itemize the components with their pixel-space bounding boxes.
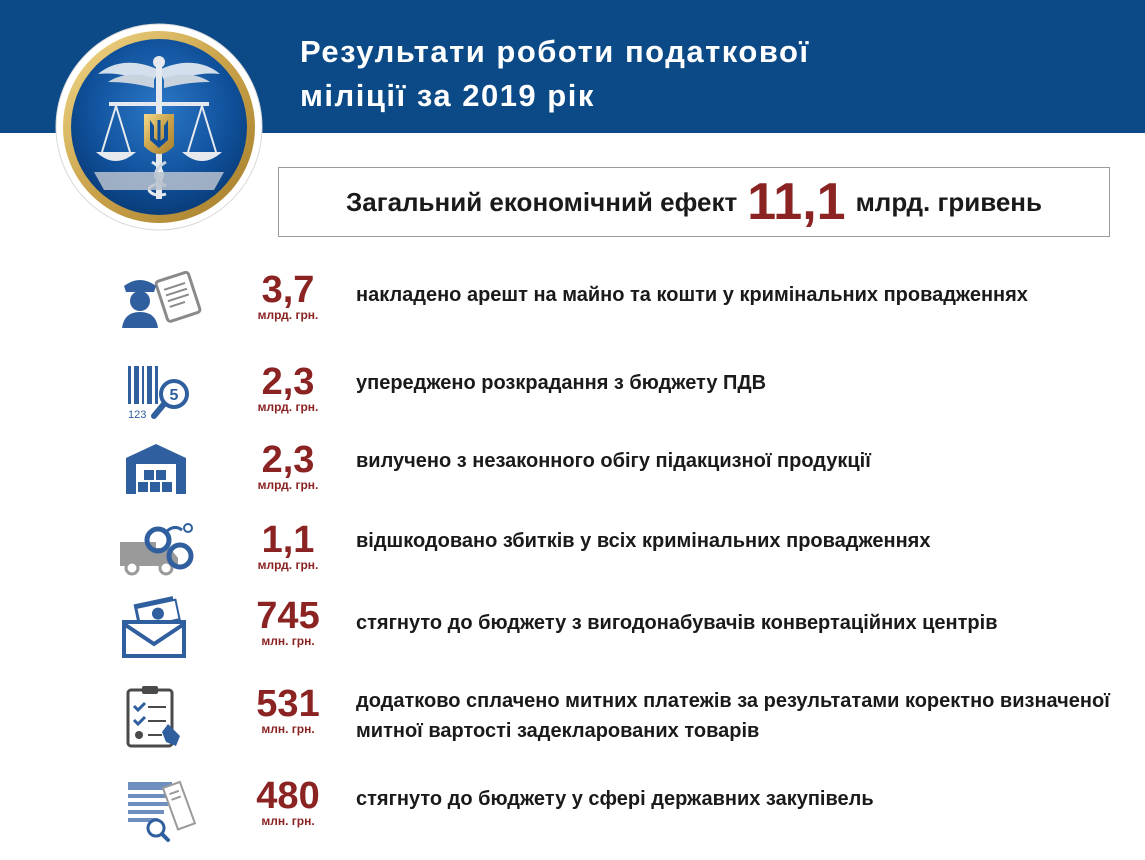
result-row [0,362,1145,442]
result-value [238,362,338,414]
result-row [0,270,1145,350]
result-row [0,440,1145,520]
result-unit: млн. грн. [261,814,315,828]
result-description: упереджено розкрадання з бюджету ПДВ [356,372,767,394]
title-line-2: міліції за 2019 рік [300,78,595,113]
result-number: 2,3 [261,361,315,403]
result-unit: млрд. грн. [257,478,319,492]
warehouse-icon [110,440,202,510]
result-number: 3,7 [261,269,315,311]
result-unit: млрд. грн. [257,558,319,572]
total-suffix: млрд. гривень [855,186,1042,217]
svg-text:123: 123 [128,409,147,421]
result-row [0,776,1145,856]
result-unit: млрд. грн. [257,400,319,414]
documents-magnifier-icon [110,776,202,846]
title-line-1: Результати роботи податкової [300,34,810,69]
result-value [238,776,338,828]
tax-police-emblem-icon [54,22,264,232]
envelope-money-icon [110,596,202,666]
result-number: 531 [256,683,320,725]
result-value [238,596,338,648]
truck-handcuffs-icon [110,520,202,590]
result-row [0,520,1145,600]
total-prefix: Загальний економічний ефект [346,186,738,217]
checklist-clipboard-icon [110,684,202,754]
result-number: 2,3 [261,439,315,481]
total-effect-box [278,167,1110,237]
result-unit: млрд. грн. [257,308,319,322]
result-row [0,684,1145,764]
result-value [238,440,338,492]
result-description: вилучено з незаконного обігу підакцизної продукції [356,450,871,472]
result-value [238,270,338,322]
result-description: відшкодовано збитків у всіх кримінальних провадженнях [356,530,931,552]
barcode-magnifier-icon [110,362,202,432]
result-description: додатково сплачено митних платежів за результатами коректно визначеної митної вартості задекларованих товарів [356,690,1110,742]
result-description: стягнуто до бюджету з вигодонабувачів конвертаційних центрів [356,612,998,634]
result-unit: млн. грн. [261,634,315,648]
result-number: 480 [256,775,320,817]
result-row [0,596,1145,676]
result-description: накладено арешт на майно та кошти у кримінальних провадженнях [356,284,1028,306]
result-value [238,520,338,572]
page-title [300,30,1120,118]
result-number: 1,1 [261,519,315,561]
svg-text:5: 5 [169,387,179,404]
result-value [238,684,338,736]
result-description: стягнуто до бюджету у сфері державних закупівель [356,788,874,810]
result-unit: млн. грн. [261,722,315,736]
total-value: 11,1 [747,173,846,231]
result-number: 745 [256,595,320,637]
police-officer-document-icon [110,270,202,340]
